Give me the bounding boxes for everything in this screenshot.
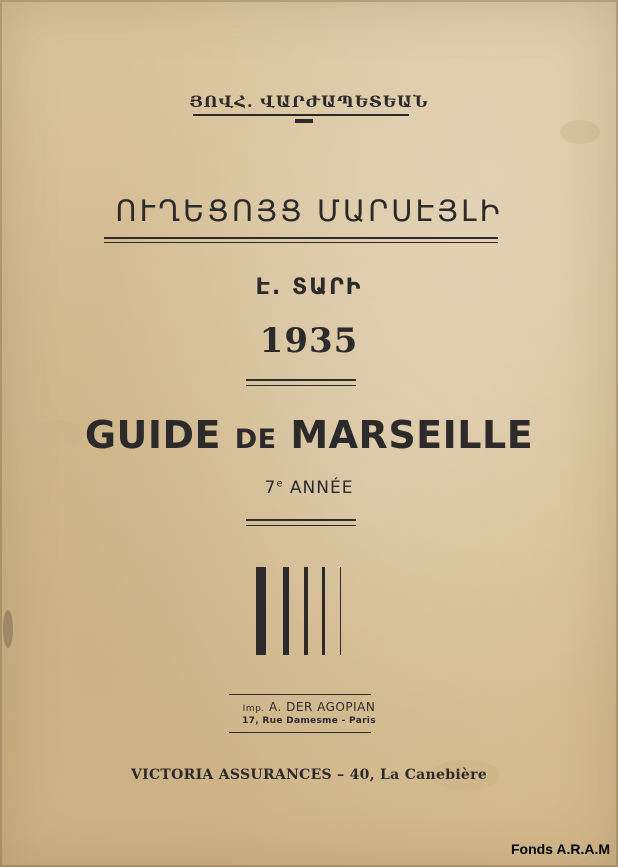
divider <box>193 114 409 116</box>
roman-numeral-bar <box>304 567 308 655</box>
edition <box>0 478 618 498</box>
year-label: Է. ՏԱՐԻ <box>255 275 363 300</box>
roman-numeral-bar <box>322 567 325 655</box>
roman-numeral-bar <box>283 567 289 655</box>
divider <box>246 385 356 386</box>
printer-line <box>0 700 618 714</box>
roman-numeral-bar <box>256 567 266 655</box>
advert-text: VICTORIA ASSURANCES – 40, La Canebière <box>130 767 488 783</box>
edition-number: 7 <box>264 478 277 498</box>
edition-word: ANNÉE <box>289 478 354 498</box>
roman-numeral-bar <box>340 567 341 655</box>
printer-address: 17, Rue Damesme - Paris <box>242 716 376 726</box>
archive-watermark: Fonds A.R.A.M <box>510 841 610 857</box>
printer-abbrev: Imp. <box>242 704 265 714</box>
author-name: ՅՈՎՀ. ՎԱՐԺԱՊԵՏԵԱՆ <box>189 92 429 111</box>
divider <box>246 519 356 521</box>
guide-title <box>0 413 618 457</box>
divider <box>229 732 371 733</box>
divider <box>246 379 356 381</box>
divider-mark <box>295 119 313 123</box>
stain <box>560 120 600 144</box>
guide-title-de: DE <box>234 424 277 455</box>
edition-suffix: e <box>276 478 284 490</box>
printer-name: A. DER AGOPIAN <box>269 700 376 714</box>
divider <box>104 237 498 239</box>
divider <box>246 525 356 526</box>
year: 1935 <box>259 321 359 361</box>
armenian-title: ՈՒՂԵՑՈՅՑ ՄԱՐՍԷՅԼԻ <box>115 194 503 228</box>
divider <box>229 694 371 695</box>
stain <box>3 610 13 648</box>
divider <box>104 242 498 243</box>
guide-title-word: GUIDE <box>84 413 221 457</box>
guide-title-word: MARSEILLE <box>290 413 534 457</box>
